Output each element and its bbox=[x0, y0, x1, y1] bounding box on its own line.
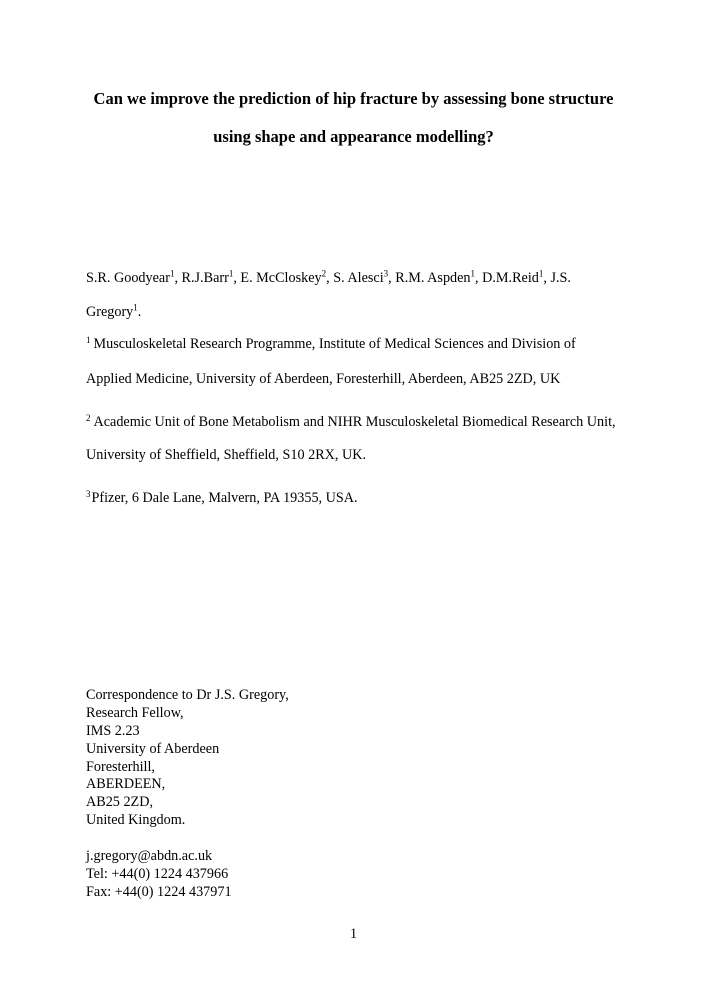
author-affiliation-mark: 3 bbox=[383, 268, 389, 279]
affiliation-1-line-2: Applied Medicine, University of Aberdeen, Foresterhill, Aberdeen, AB25 2ZD, UK bbox=[86, 371, 561, 387]
paper-title-line-2: using shape and appearance modelling? bbox=[213, 127, 494, 146]
author-affiliation-mark: 1 bbox=[470, 268, 476, 279]
paper-title-line-1: Can we improve the prediction of hip fracture by assessing bone structure bbox=[93, 89, 614, 108]
affiliation-number: 3 bbox=[86, 489, 91, 499]
correspondence-line: Research Fellow, bbox=[86, 704, 184, 721]
page-number: 1 bbox=[349, 926, 358, 942]
correspondence-email: j.gregory@abdn.ac.uk bbox=[86, 848, 213, 865]
author-affiliation-mark: 1 bbox=[538, 268, 544, 279]
author-name: R.J.Barr bbox=[181, 270, 229, 286]
correspondence-line: United Kingdom. bbox=[86, 812, 186, 829]
correspondence-line: ABERDEEN, bbox=[86, 776, 166, 793]
author-list-line-2: Gregory$^1$. bbox=[86, 302, 142, 320]
affiliation-number: 2 bbox=[86, 413, 91, 423]
author-name-part: Gregory bbox=[86, 304, 134, 320]
correspondence-block bbox=[86, 687, 289, 902]
author-name: S.R. Goodyear bbox=[86, 270, 170, 286]
author-affiliation-mark: 1 bbox=[169, 268, 175, 279]
author-name-part: J.S. bbox=[550, 270, 571, 286]
affiliation-number: 1 bbox=[86, 335, 91, 345]
author-list-line-1: S.R. Goodyear$^1$, R.J.Barr$^1$, E. McCloskey$^2$, S. Alesci$^3$, R.M. Aspden$^1$, D.M.Reid$^1$, J.S. bbox=[86, 268, 571, 286]
author-affiliation-mark: 1 bbox=[133, 302, 138, 313]
affiliation-2-line-2: University of Sheffield, Sheffield, S10 2RX, UK. bbox=[86, 447, 367, 463]
correspondence-line: Correspondence to Dr J.S. Gregory, bbox=[86, 687, 289, 703]
author-name: D.M.Reid bbox=[482, 270, 539, 286]
correspondence-line: University of Aberdeen bbox=[86, 740, 220, 757]
correspondence-line: Foresterhill, bbox=[86, 758, 155, 775]
author-name: R.M. Aspden bbox=[395, 270, 471, 286]
author-affiliation-mark: 2 bbox=[321, 268, 327, 279]
affiliation-3-line-1: $^3$Pfizer, 6 Dale Lane, Malvern, PA 19355, USA. bbox=[86, 489, 358, 506]
correspondence-line: IMS 2.23 bbox=[86, 722, 140, 739]
spacer bbox=[86, 830, 289, 848]
author-name: S. Alesci bbox=[333, 270, 384, 286]
affiliation-1-line-1: $^1$ Musculoskeletal Research Programme, Institute of Medical Sciences and Division of bbox=[86, 335, 576, 352]
correspondence-tel: Tel: +44(0) 1224 437966 bbox=[86, 865, 229, 882]
author-affiliation-mark: 1 bbox=[228, 268, 234, 279]
affiliation-2-line-1: $^2$ Academic Unit of Bone Metabolism and NIHR Musculoskeletal Biomedical Research Unit, bbox=[86, 413, 616, 430]
correspondence-fax: Fax: +44(0) 1224 437971 bbox=[86, 883, 232, 900]
correspondence-line: AB25 2ZD, bbox=[86, 794, 153, 811]
author-name: E. McCloskey bbox=[240, 270, 322, 286]
